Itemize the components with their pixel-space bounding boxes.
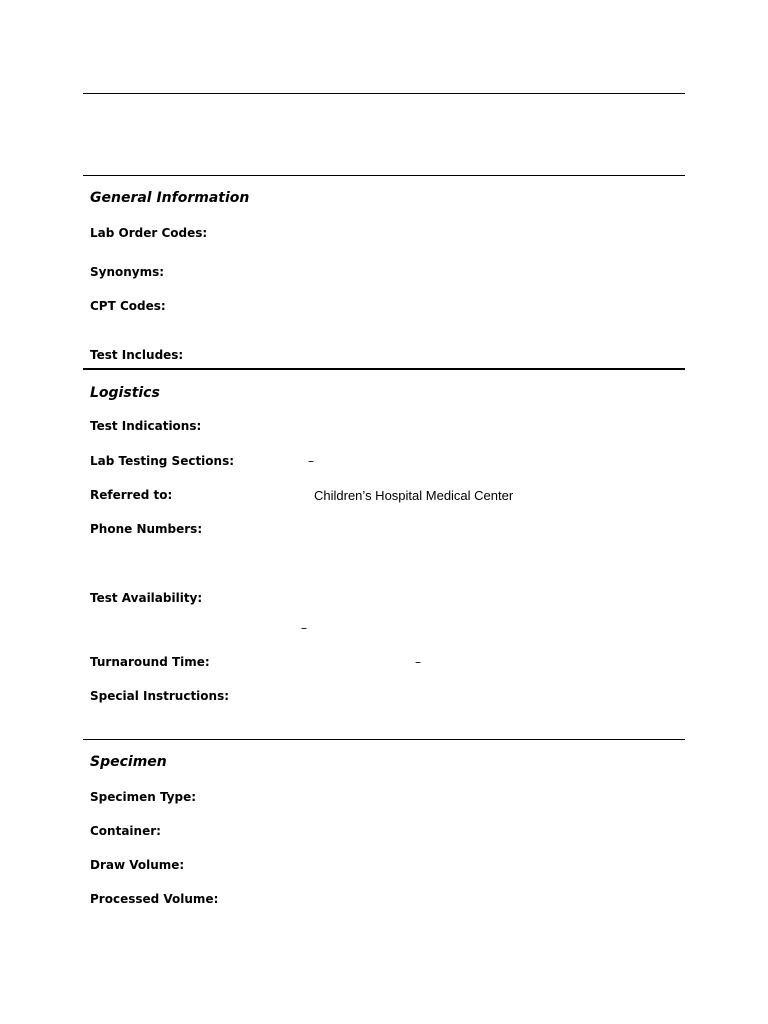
processed-volume-label: Processed Volume: [90, 892, 219, 906]
lab-order-codes-label: Lab Order Codes: [90, 226, 208, 240]
referred-to-label: Referred to: [90, 488, 173, 502]
logistics-heading: Logistics [90, 385, 160, 401]
container-label: Container: [90, 824, 161, 838]
specimen-divider [83, 739, 685, 740]
draw-volume-label: Draw Volume: [90, 858, 185, 872]
synonyms-label: Synonyms: [90, 265, 165, 279]
lab-testing-sections-value: – [308, 454, 314, 468]
general-information-heading: General Information [90, 190, 250, 206]
turnaround-time-value: – [415, 655, 421, 669]
test-availability-value: – [301, 621, 307, 635]
special-instructions-label: Special Instructions: [90, 689, 230, 703]
test-includes-label: Test Includes: [90, 348, 184, 362]
header-bottom-rule [83, 175, 685, 176]
logistics-divider [83, 368, 685, 370]
phone-numbers-label: Phone Numbers: [90, 522, 203, 536]
header-top-rule [83, 93, 685, 94]
specimen-type-label: Specimen Type: [90, 790, 197, 804]
turnaround-time-label: Turnaround Time: [90, 655, 210, 669]
test-indications-label: Test Indications: [90, 419, 202, 433]
cpt-codes-label: CPT Codes: [90, 299, 166, 313]
test-availability-label: Test Availability: [90, 591, 203, 605]
referred-to-value: Children’s Hospital Medical Center [314, 488, 514, 503]
specimen-heading: Specimen [90, 754, 167, 770]
lab-testing-sections-label: Lab Testing Sections: [90, 454, 235, 468]
